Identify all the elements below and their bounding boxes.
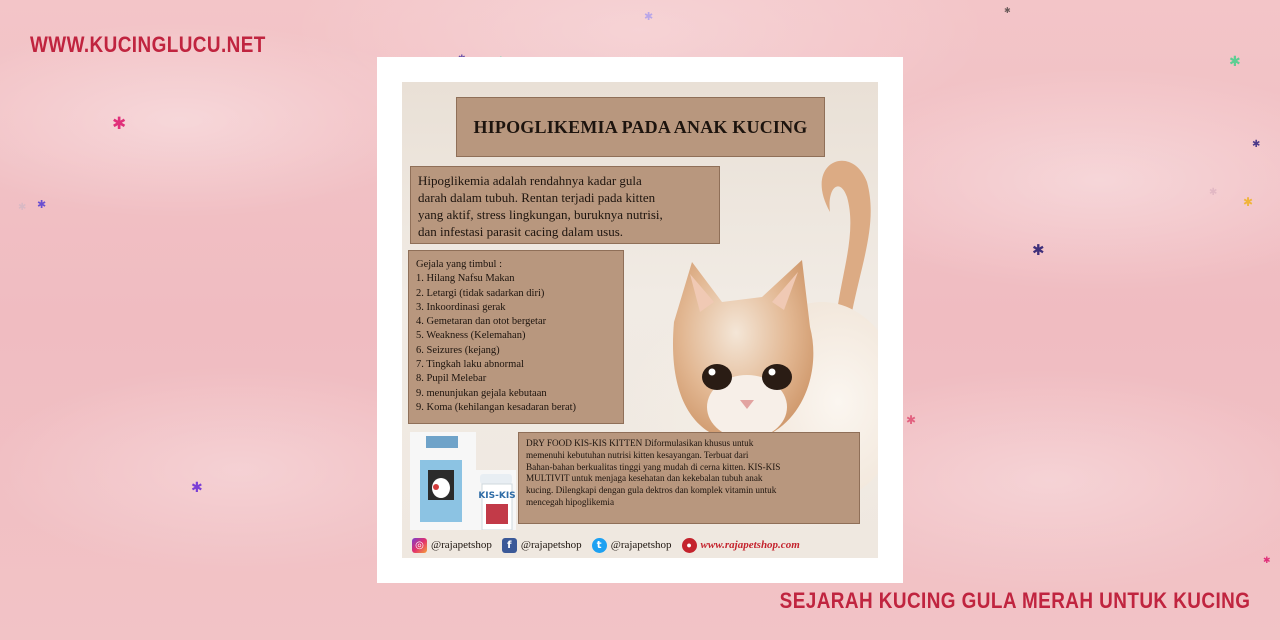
symptom-item: 4. Gemetaran dan otot bergetar: [416, 316, 547, 328]
twitter-handle: [592, 538, 672, 553]
poster-footer: [402, 532, 878, 558]
twitter-icon: t: [592, 538, 607, 553]
instagram-label: @rajapetshop: [431, 539, 492, 551]
sparkle-icon: ✱: [1263, 556, 1271, 566]
sparkle-icon: ✱: [1243, 195, 1254, 209]
sparkle-icon: ✱: [1004, 6, 1011, 15]
facebook-icon: f: [502, 538, 517, 553]
symptoms-box: [408, 250, 624, 424]
paw-icon: ●: [682, 538, 697, 553]
sparkle-icon: ✱: [1032, 241, 1045, 259]
product-line: kucing. Dilengkapi dengan gula dektros dan komplek vitamin untuk: [526, 485, 777, 496]
instagram-handle: [412, 538, 492, 553]
article-title[interactable]: SEJARAH KUCING GULA MERAH UNTUK KUCING: [779, 588, 1250, 613]
intro-line: dan infestasi parasit cacing dalam usus.: [418, 224, 624, 239]
sparkle-icon: ✱: [191, 480, 203, 496]
symptom-item: 7. Tingkah laku abnormal: [416, 359, 524, 371]
product-line: DRY FOOD KIS-KIS KITTEN Diformulasikan khusus untuk: [526, 438, 754, 448]
symptoms-heading: Gejala yang timbul :: [416, 259, 503, 270]
sparkle-icon: ✱: [1252, 139, 1261, 150]
jar-label: KIS-KIS: [478, 491, 516, 501]
product-description-box: [518, 432, 860, 524]
symptom-item: 9. Koma (kehilangan kesadaran berat): [416, 401, 577, 413]
symptom-item: 9. menunjukan gejala kebutaan: [416, 387, 547, 399]
twitter-label: @rajapetshop: [610, 539, 672, 551]
intro-box: [410, 166, 720, 244]
symptom-item: 2. Letargi (tidak sadarkan diri): [416, 287, 545, 299]
sparkle-icon: ✱: [1229, 54, 1241, 70]
sparkle-icon: ✱: [37, 198, 47, 211]
sparkle-icon: ✱: [18, 202, 27, 213]
intro-line: yang aktif, stress lingkungan, buruknya nutrisi,: [418, 207, 663, 222]
symptom-item: 8. Pupil Melebar: [416, 373, 487, 385]
intro-line: Hipoglikemia adalah rendahnya kadar gula: [418, 173, 642, 188]
intro-line: darah dalam tubuh. Rentan terjadi pada kitten: [418, 190, 656, 205]
website-link: [682, 538, 800, 553]
sparkle-icon: ✱: [112, 114, 127, 134]
poster-title: HIPOGLIKEMIA PADA ANAK KUCING: [456, 97, 825, 157]
facebook-label: @rajapetshop: [520, 539, 582, 551]
poster-image[interactable]: [402, 82, 878, 558]
symptom-item: 1. Hilang Nafsu Makan: [416, 273, 515, 285]
sparkle-icon: ✱: [644, 10, 654, 23]
website-label: www.rajapetshop.com: [700, 539, 800, 551]
symptom-item: 3. Inkoordinasi gerak: [416, 301, 506, 313]
image-frame: [377, 57, 903, 583]
product-line: mencegah hipoglikemia: [526, 496, 615, 507]
instagram-icon: ◎: [412, 538, 427, 553]
sparkle-icon: ✱: [1209, 187, 1218, 198]
site-url[interactable]: WWW.KUCINGLUCU.NET: [30, 32, 266, 57]
sparkle-icon: ✱: [906, 413, 917, 427]
symptom-item: 6. Seizures (kejang): [416, 344, 500, 356]
product-line: MULTIVIT untuk menjaga kesehatan dan kekebalan tubuh anak: [526, 473, 763, 484]
product-images: [410, 432, 516, 530]
facebook-handle: [502, 538, 582, 553]
symptom-item: 5. Weakness (Kelemahan): [416, 330, 526, 342]
product-line: memenuhi kebutuhan nutrisi kitten kesayangan. Terbuat dari: [526, 449, 749, 460]
product-line: Bahan-bahan berkualitas tinggi yang mudah di cerna kitten. KIS-KIS: [526, 461, 781, 472]
